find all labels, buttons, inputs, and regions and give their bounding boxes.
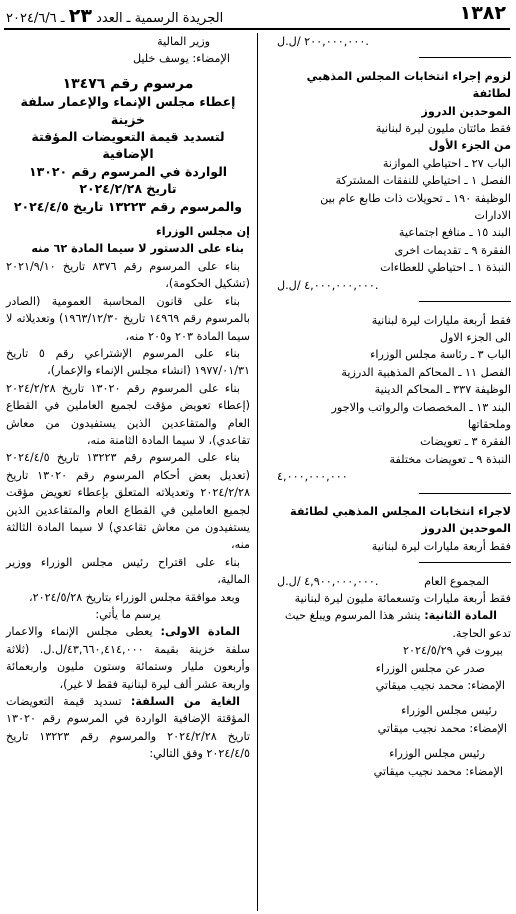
budget-line: الوظيفة ٣٣٧ ـ المحاكم الدينية (374, 383, 511, 397)
budget-line: الفصل ١١ ـ المحاكم المذهبية الدرزية (341, 365, 511, 379)
issue-number: ٢٣ (68, 5, 92, 27)
advance-purpose (6, 693, 250, 763)
part-title: من الجزء الأول (428, 139, 511, 153)
total-overline (419, 562, 511, 563)
recital-paragraph: وبعد موافقة مجلس الوزراء بتاريخ ٢٠٢٤/٥/٢٨، (29, 590, 240, 604)
section-heading: لاجراء انتخابات المجلس المذهبي لطائفة (290, 504, 511, 518)
decrees-line: يرسم ما يأتي: (95, 608, 161, 621)
purpose-text: تسديد قيمة التعويضات المؤقتة الإضافية الواردة في المرسوم رقم ١٣٠٢٠ تاريخ ٢٠٢٤/٢/٢٨ والمرسوم رقم ١٣٢٢٣ تاريخ ٢٠٢٤/٤/٥ وفق التالي: (6, 695, 250, 761)
budget-line: الفقرة ٩ ـ تقديمات اخرى (394, 243, 511, 257)
budget-line: الادارات (474, 209, 511, 223)
council-heading: إن مجلس الوزراء (155, 225, 250, 239)
budget-line: الفقرة ٣ ـ تعويضات (420, 435, 511, 449)
decree-title: مرسوم رقم ١٣٤٧٦ (62, 75, 194, 92)
section-heading: الموحدين الدروز (421, 104, 511, 118)
section-heading: الموحدين الدروز (421, 522, 511, 536)
budget-line: الى الجزء الاول (439, 330, 511, 344)
recital-paragraph: بناء على اقتراح رئيس مجلس الوزراء ووزير المالية، (6, 555, 250, 587)
amount-underline (419, 301, 511, 302)
signature-line: الإمضاء: محمد نجيب ميقاتي (375, 679, 505, 693)
article-one (6, 623, 250, 693)
place-date: بيروت في ٢٠٢٤/٥/٢٩ (403, 644, 503, 658)
signature-line: الإمضاء: محمد نجيب ميقاتي (373, 764, 503, 778)
amount-words: فقط أربعة مليارات ليرة لبنانية (371, 313, 511, 327)
signature-line: رئيس مجلس الوزراء (389, 747, 485, 761)
amount-underline (419, 493, 511, 494)
signature-line: الإمضاء: محمد نجيب ميقاتي (377, 721, 507, 735)
recital-paragraph: بناء على المرسوم الإشتراعي رقم ٥ تاريخ ١٩٧٧/٠١/٣١ (انشاء مجلس الإنماء والإعمار)، (6, 346, 250, 378)
recital-paragraph: بناء على المرسوم رقم ١٣٢٢٣ تاريخ ٢٠٢٤/٤/٥ (تعديل بعض أحكام المرسوم رقم ١٣٠٢٠ تاريخ ٢٠٢٤/٢/٢٨ وتعديلاته المتعلق بإعطاء تعويض مؤقت لجميع العاملين في القطاع العام والمتقاعدين الذين يستفيدون من معاش تقاعدي) لا سيما المادة الثالثة منه، (6, 451, 250, 552)
recital-paragraph: بناء على قانون المحاسبة العمومية (الصادر بالمرسوم رقم ١٤٩٦٩ تاريخ ١٩٦٣/١٢/٣٠) وتعديلاته لا سيما المادة ٢٠٣ و٢٠٥ منه، (6, 294, 250, 343)
total-row (267, 573, 511, 590)
right-column (267, 33, 511, 780)
journal-header (6, 5, 223, 27)
article-text: تدعو الحاجة. (452, 626, 511, 640)
article-label: المادة الاولى: (160, 625, 240, 639)
amount-line: ٤,٠٠٠,٠٠٠,٠٠٠ (277, 470, 348, 484)
header-rule (4, 28, 510, 30)
recital-paragraph: بناء على المرسوم رقم ١٣٠٢٠ تاريخ ٢٠٢٤/٢/٢٨ (إعطاء تعويض مؤقت لجميع العاملين في القطاع العام والمتقاعدين الذين يستفيدون من معاش تقاعدي)، لا سيما المادة الثامنة منه، (6, 381, 250, 447)
decree-subject: لتسديد قيمة التعويضات المؤقتة الإضافية (31, 129, 225, 162)
decree-subject: والمرسوم رقم ١٣٢٢٣ تاريخ ٢٠٢٤/٤/٥ (13, 198, 243, 214)
recital-paragraph: بناء على المرسوم رقم ٨٣٧٦ تاريخ ٢٠٢١/٩/١٠ (تشكيل الحكومة)، (6, 259, 250, 291)
budget-line: الوظيفة ١٩٠ ـ تحويلات ذات طابع عام بين (320, 191, 511, 205)
total-amount: ٤,٩٠٠,٠٠٠,٠٠٠ /ل.ل. (277, 574, 379, 588)
purpose-label: الغاية من السلفة: (130, 695, 240, 709)
article-text: يعطى مجلس الإنماء والاعمار سلفة خزينة بقيمة ٤٣,٦٦٠,٤١٤,٠٠٠/ل.ل. (ثلاثة وأربعون مليار وستمائة وستون مليون واربعمائة واربعة عشر ألف ليرة لبنانية فقط لا غير)، (6, 625, 250, 691)
budget-line: الفصل ١ ـ احتياطي للنفقات المشتركة (335, 174, 511, 188)
budget-line: النبذة ١ ـ احتياطي للعطاءات (380, 261, 511, 275)
signature-line: رئيس مجلس الوزراء (401, 704, 497, 718)
budget-line: وملحقاتها (467, 417, 511, 431)
amount-underline (419, 57, 511, 58)
decree-subject: إعطاء مجلس الإنماء والإعمار سلفة خزينة (20, 94, 236, 127)
constitution-clause: بناء على الدستور لا سيما المادة ٦٢ منه (31, 242, 244, 256)
left-column (6, 33, 250, 763)
issue-date: ـ ٢٠٢٤/٦/٦ (6, 11, 65, 26)
total-words: فقط أربعة مليارات وتسعمائة مليون ليرة لبنانية (294, 591, 511, 605)
budget-line: البند ١٥ ـ منافع اجتماعية (398, 226, 511, 240)
amount-words: فقط أربعة مليارات ليرة لبنانية (371, 539, 511, 553)
budget-line: الباب ٣ ـ رئاسة مجلس الوزراء (370, 348, 511, 362)
article-two (267, 607, 511, 624)
minister-signature: الإمضاء: يوسف خليل (132, 52, 230, 66)
amount-words: فقط مائتان مليون ليرة لبنانية (375, 122, 511, 136)
budget-line: النبذة ٩ ـ تعويضات مختلفة (389, 452, 511, 466)
minister-title: وزير المالية (157, 35, 210, 48)
journal-name: الجريدة الرسمية ـ العدد (96, 11, 224, 26)
article-text: ينشر هذا المرسوم ويبلغ حيث (284, 609, 421, 623)
section-heading: لزوم إجراء انتخابات المجلس المذهبي لطائفة (306, 69, 511, 101)
column-divider (257, 33, 258, 911)
decree-subject: تاريخ ٢٠٢٤/٢/٢٨ (79, 181, 177, 197)
amount-line: ٢٠٠,٠٠٠,٠٠٠ /ل.ل. (277, 35, 369, 48)
budget-line: البند ١٣ ـ المخصصات والرواتب والاجور (331, 400, 511, 414)
total-label: المجموع العام (424, 574, 489, 588)
signature-line: صدر عن مجلس الوزراء (375, 661, 485, 675)
budget-line: الباب ٢٧ ـ احتياطي الموازنة (382, 156, 511, 170)
article-label: المادة الثانية: (424, 609, 497, 623)
page-header (0, 2, 516, 28)
decree-subject: الواردة في المرسوم رقم ١٣٠٢٠ (28, 163, 228, 179)
page-number: ١٣٨٢ (459, 2, 506, 24)
amount-line: ٤,٠٠٠,٠٠٠,٠٠٠ /ل.ل. (277, 278, 379, 292)
